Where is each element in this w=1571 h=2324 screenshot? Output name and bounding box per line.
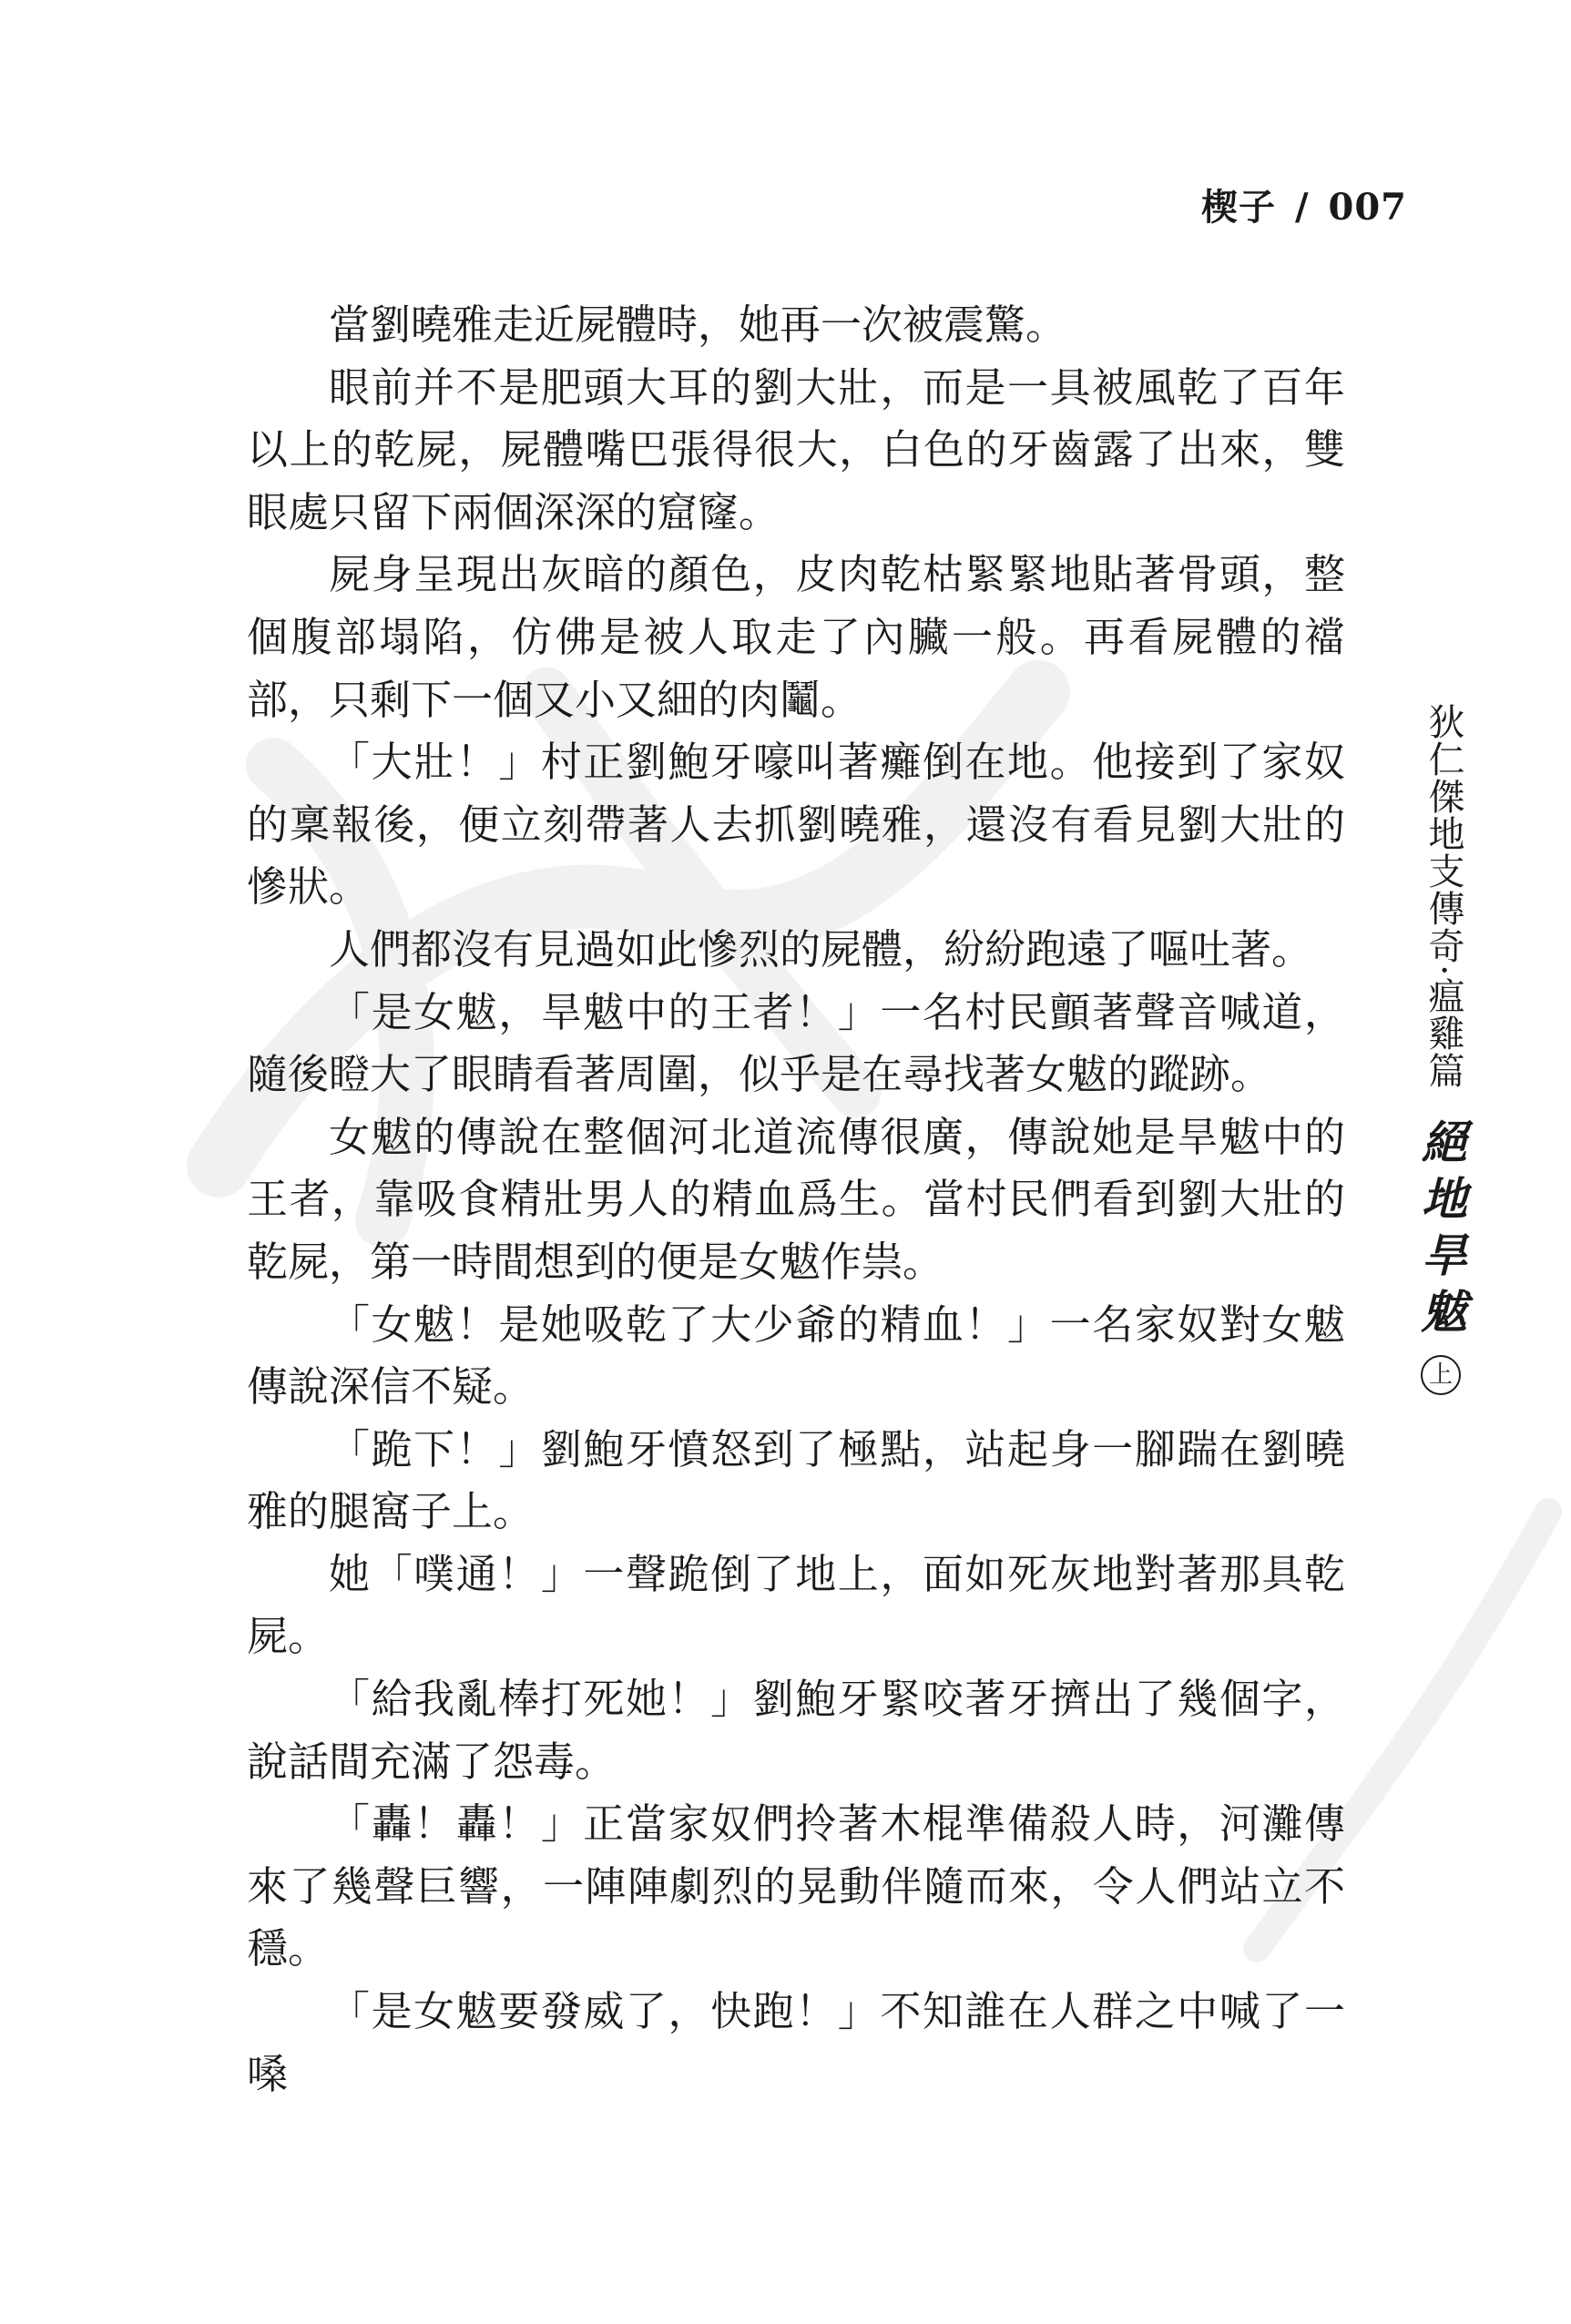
paragraph: 「跪下！」劉鮑牙憤怒到了極點，站起身一腳踹在劉曉雅的腿窩子上。 [247,1424,1345,1536]
paragraph: 「給我亂棒打死她！」劉鮑牙緊咬著牙擠出了幾個字，說話間充滿了怨毒。 [247,1675,1345,1786]
paragraph: 女魃的傳說在整個河北道流傳很廣，傳說她是旱魃中的王者，靠吸食精壯男人的精血爲生。當村民們看到劉大壯的乾屍，第一時間想到的便是女魃作祟。 [247,1112,1345,1286]
series-title: 狄仁傑地支傳奇·瘟雞篇 [1423,703,1464,1089]
header-separator: / [1294,186,1310,229]
page-number: 007 [1328,186,1407,229]
paragraph: 「女魃！是她吸乾了大少爺的精血！」一名家奴對女魃傳說深信不疑。 [247,1300,1345,1412]
book-title: 絕地旱魃 [1414,1118,1468,1344]
paragraph: 當劉曉雅走近屍體時，她再一次被震驚。 [329,301,1067,349]
paragraph: 「是女魃，旱魃中的王者！」一名村民顫著聲音喊道，隨後瞪大了眼睛看著周圍，似乎是在尋找著女魃的蹤跡。 [247,987,1345,1099]
paragraph: 屍身呈現出灰暗的顏色，皮肉乾枯緊緊地貼著骨頭，整個腹部塌陷，仿佛是被人取走了內臟一般。再看屍體的襠部，只剩下一個又小又細的肉鬮。 [247,550,1345,724]
paragraph: 「是女魃要發威了，快跑！」不知誰在人群之中喊了一嗓 [247,1987,1345,2098]
body-text [247,294,1345,2105]
chapter-title: 楔子 [1201,186,1277,229]
paragraph: 眼前并不是肥頭大耳的劉大壯，而是一具被風乾了百年以上的乾屍，屍體嘴巴張得很大，白色的牙齒露了出來，雙眼處只留下兩個深深的窟窿。 [247,362,1345,536]
paragraph: 「轟！轟！」正當家奴們拎著木棍準備殺人時，河灘傳來了幾聲巨響，一陣陣劇烈的晃動伴隨而來，令人們站立不穩。 [247,1799,1345,1973]
running-header [1201,178,1407,230]
paragraph: 人們都沒有見過如此慘烈的屍體，紛紛跑遠了嘔吐著。 [329,924,1313,973]
paragraph: 她「噗通！」一聲跪倒了地上，面如死灰地對著那具乾屍。 [247,1549,1345,1661]
paragraph: 「大壯！」村正劉鮑牙嚎叫著癱倒在地。他接到了家奴的稟報後，便立刻帶著人去抓劉曉雅，還沒有看見劉大壯的慘狀。 [247,738,1345,912]
volume-badge: 上 [1421,1355,1461,1395]
